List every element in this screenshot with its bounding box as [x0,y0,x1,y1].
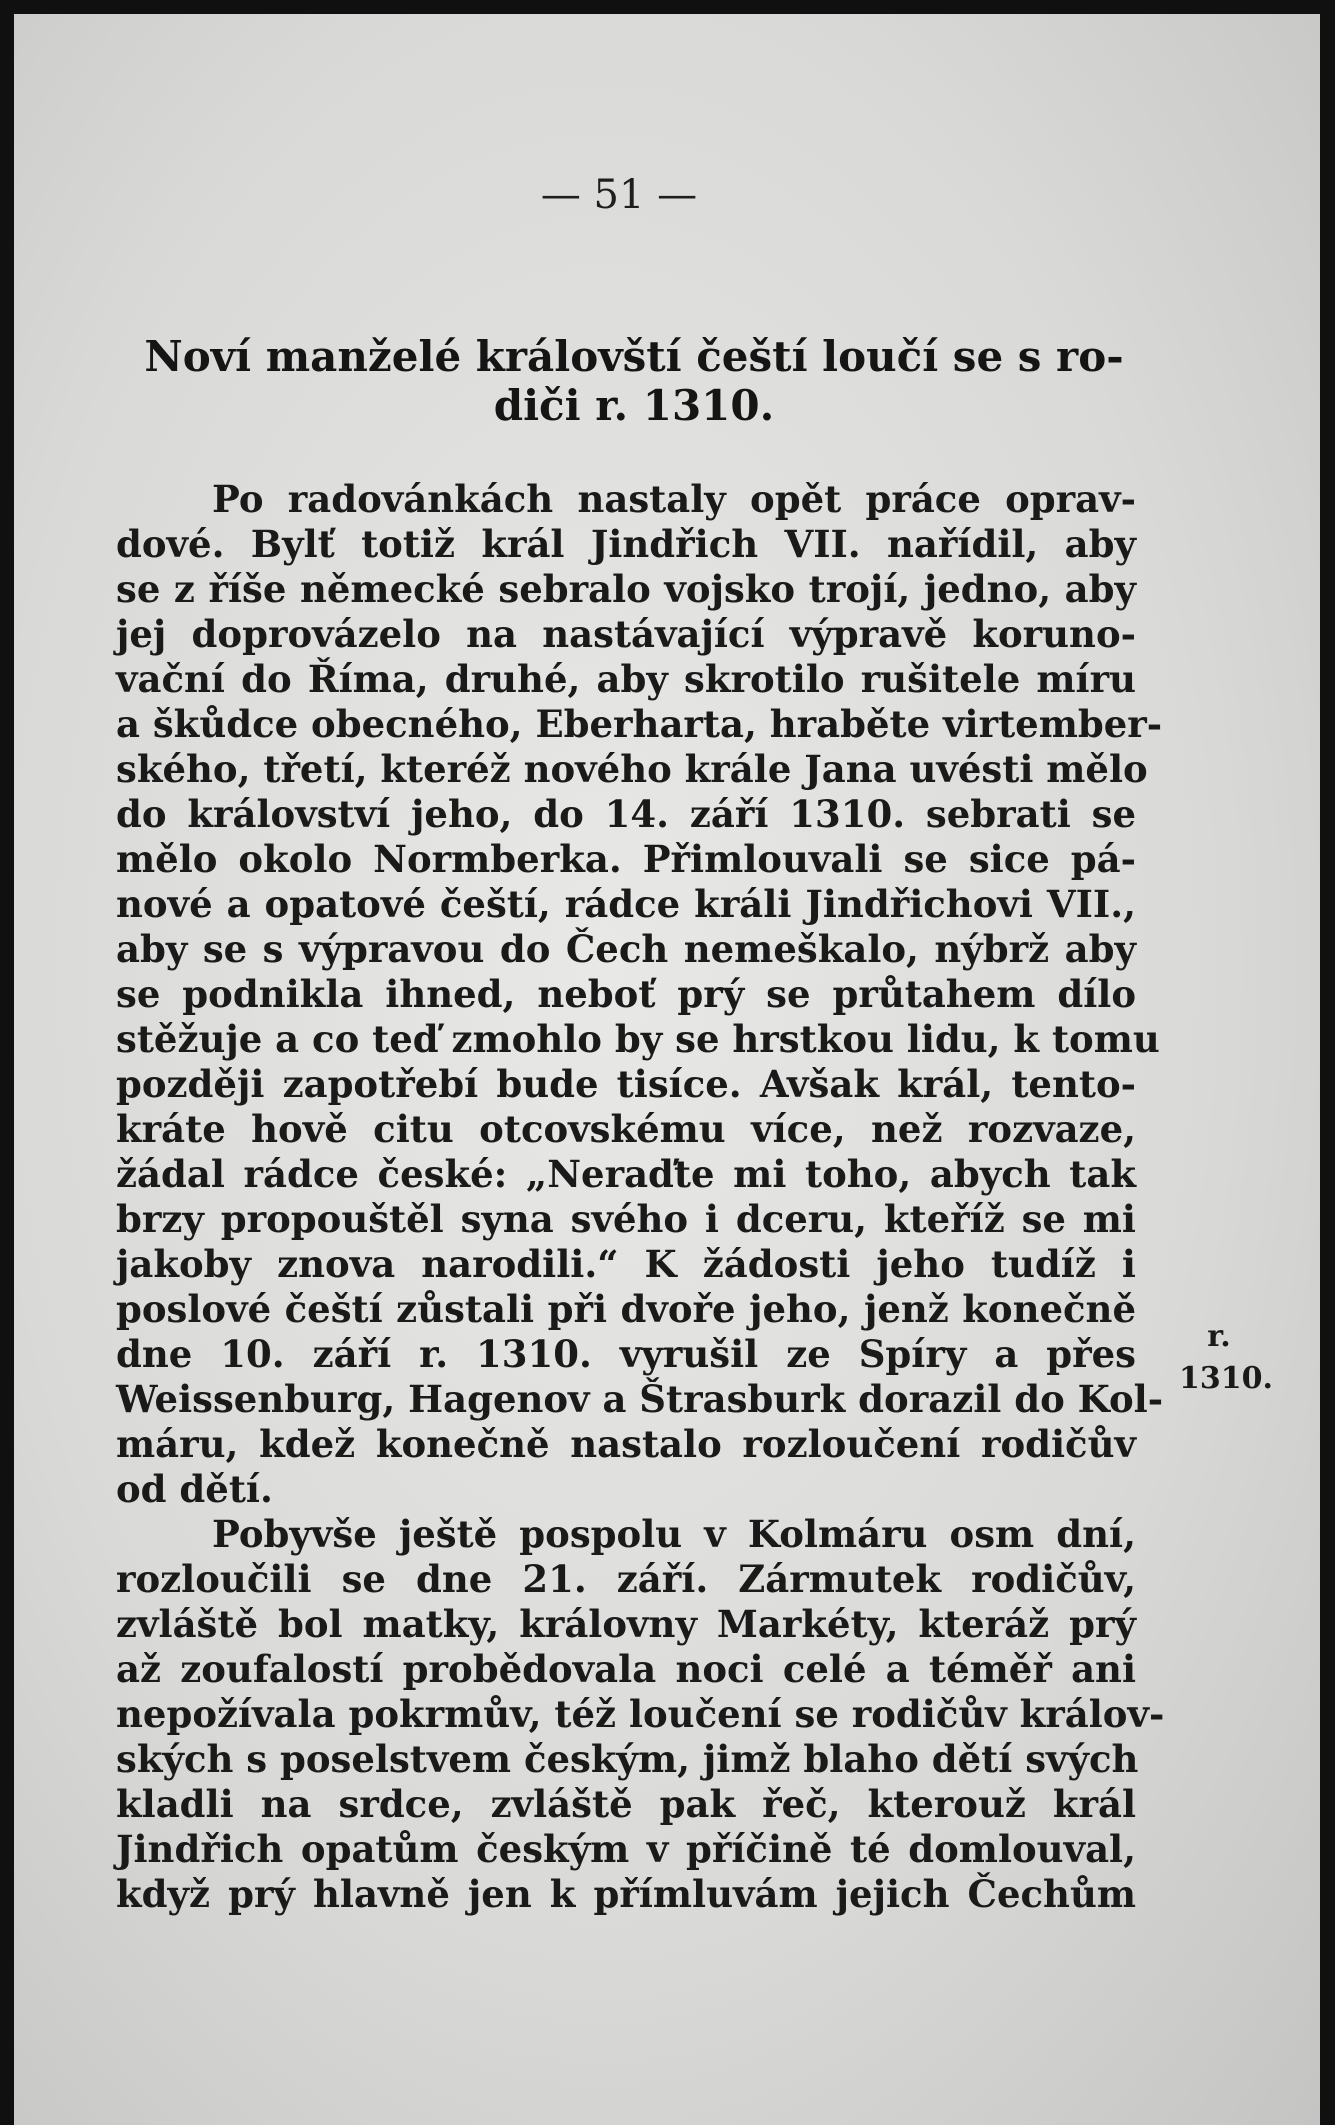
page-number: — 51 — [540,172,698,218]
text-line: mělo okolo Normberka. Přimlouvali se sice pá- [116,837,1136,881]
text-line: nepožívala pokrmův, též loučení se rodičův králov- [116,1692,1165,1736]
text-line: do království jeho, do 14. září 1310. sebrati se [116,792,1136,836]
text-line: Jindřich opatům českým v příčině té domlouval, [116,1827,1136,1871]
text-line: žádal rádce české: „Neraďte mi toho, abych tak [116,1152,1136,1196]
text-line: se z říše německé sebralo vojsko trojí, jedno, aby [116,567,1136,611]
text-line: brzy propouštěl syna svého i dceru, kteříž se mi [116,1197,1136,1241]
text-line: a škůdce obecného, Eberharta, hraběte virtember- [116,702,1163,746]
heading-line: Noví manželé královští čeští loučí se s ro- [144,332,1124,381]
text-line: jej doprovázelo na nastávající výpravě koruno- [116,612,1136,656]
text-line: vační do Říma, druhé, aby skrotilo rušitele míru [116,657,1136,701]
text-line: Pobyvše ještě pospolu v Kolmáru osm dní, [212,1512,1136,1556]
body-text [116,477,1165,1957]
text-line: ských s poselstvem českým, jimž blaho dětí svých [116,1737,1139,1781]
text-line: máru, kdež konečně nastalo rozloučení rodičův [116,1422,1136,1466]
text-line: zvláště bol matky, královny Markéty, kteráž prý [116,1602,1136,1646]
text-line: stěžuje a co teď zmohlo by se hrstkou lidu, k tomu [116,1017,1160,1061]
text-line: od dětí. [116,1467,273,1511]
text-line: se podnikla ihned, neboť prý se průtahem dílo [116,972,1136,1016]
text-line: kladli na srdce, zvláště pak řeč, kterouž král [116,1782,1136,1826]
heading-line: diči r. 1310. [493,381,775,430]
margin-note-line: r. [1207,1319,1231,1354]
text-line: nové a opatové čeští, rádce králi Jindřichovi VII., [116,882,1136,926]
text-line: rozloučili se dne 21. září. Zármutek rodičův, [116,1557,1136,1601]
text-line: dové. Bylť totiž král Jindřich VII. nařídil, aby [116,522,1136,566]
text-line: až zoufalostí probědovala noci celé a téměř ani [116,1647,1136,1691]
text-line: aby se s výpravou do Čech nemeškalo, nýbrž aby [116,927,1136,971]
chapter-heading [119,332,1149,430]
text-line: později zapotřebí bude tisíce. Avšak král, tento- [116,1062,1136,1106]
text-line: když prý hlavně jen k přímluvám jejich Čechům [116,1872,1136,1916]
book-page [14,14,1320,2125]
margin-year-note [1179,1316,1273,1400]
text-line: poslové čeští zůstali při dvoře jeho, jenž konečně [116,1287,1136,1331]
text-line: Po radovánkách nastaly opět práce oprav- [212,477,1136,521]
text-line: jakoby znova narodili.“ K žádosti jeho tudíž i [116,1242,1136,1286]
margin-note-line: 1310. [1179,1361,1273,1396]
text-line: ského, třetí, kteréž nového krále Jana uvésti mělo [116,747,1148,791]
text-line: dne 10. září r. 1310. vyrušil ze Spíry a přes [116,1332,1136,1376]
text-line: Weissenburg, Hagenov a Štrasburk dorazil do Kol- [116,1377,1164,1421]
text-line: kráte hově citu otcovskému více, než rozvaze, [116,1107,1136,1151]
